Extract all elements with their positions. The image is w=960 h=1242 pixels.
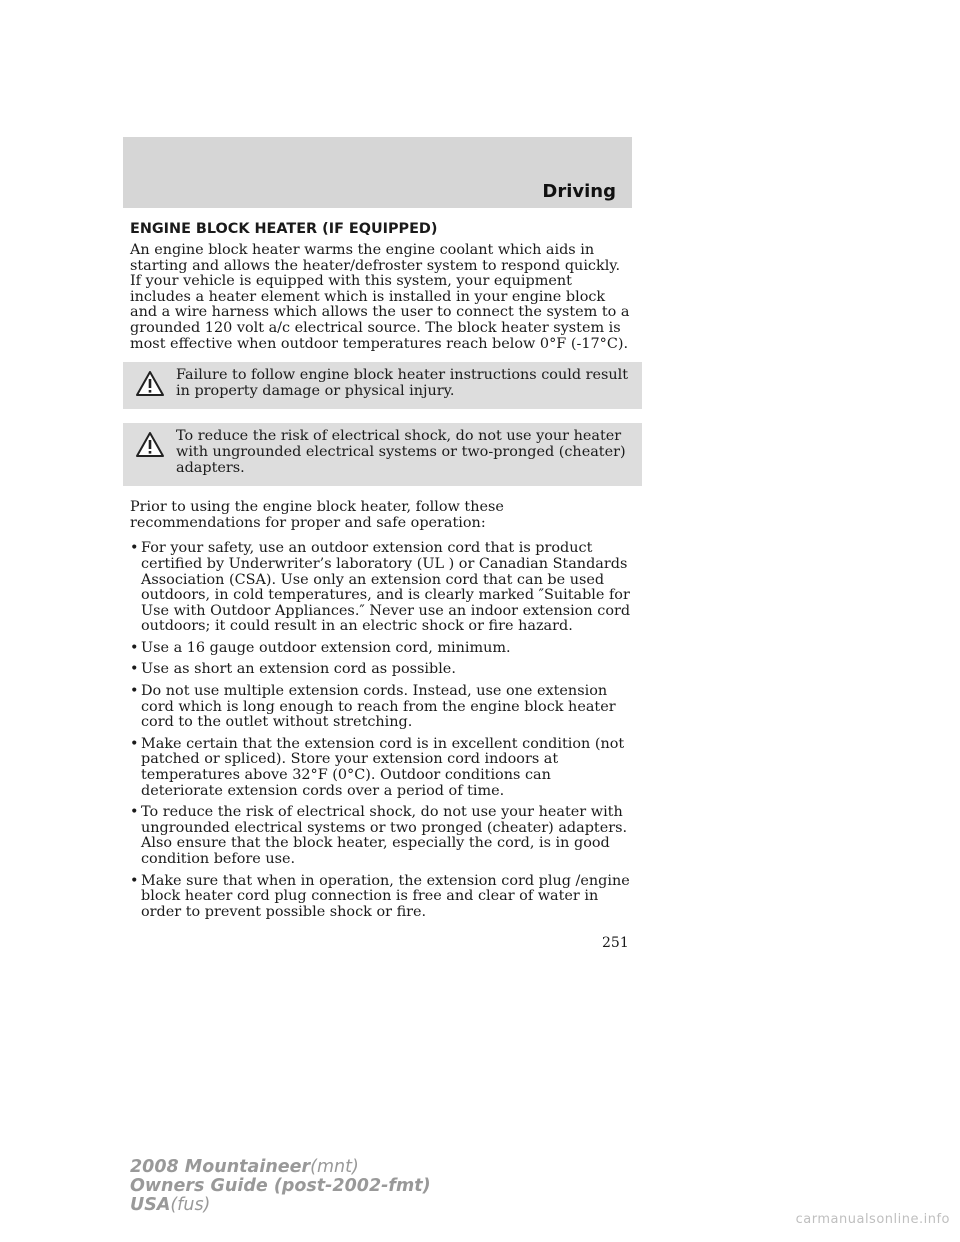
list-item-text: Use as short an extension cord as possible. [141,661,456,678]
list-item-text: Do not use multiple extension cords. Instead, use one extension cord which is long enough to reach from the engine block heater cord to the outlet without stretching. [141,683,616,731]
warning-box-1 [123,362,642,409]
bullet-dot: • [130,661,139,678]
bullet-dot: • [130,540,139,557]
page-heading: ENGINE BLOCK HEATER (IF EQUIPPED) [130,221,438,237]
document-footer [130,1158,431,1215]
section-title-driving: Driving [542,181,616,202]
bullet-dot: • [130,804,139,821]
recommendations-list [130,541,635,920]
footer-model-code: (mnt) [310,1157,359,1177]
list-item [130,641,635,657]
footer-market-code: (fus) [170,1195,211,1215]
footer-market: USA [130,1195,171,1215]
warning-text-2: To reduce the risk of electrical shock, do not use your heater with ungrounded electrical systems or two-pronged (cheater) adapters. [176,428,626,476]
warning-triangle-icon [135,431,165,458]
list-item [130,541,635,635]
list-item-text: For your safety, use an outdoor extension cord that is product certified by Underwriter’s laboratory (UL ) or Canadian Standards Association (CSA). Use only an extension cord that can be used outdoors, in cold temperatures, and is clearly marked ″Suitable for Use with Outdoor Appliances.″ Never use an indoor extension cord outdoors; it could result in an electric shock or fire hazard. [141,540,631,635]
intro-paragraph: An engine block heater warms the engine coolant which aids in starting and allows the heater/defroster system to respond quickly. If your vehicle is equipped with this system, your equipment includes a heater element which is installed in your engine block and a wire harness which allows the user to connect the system to a grounded 120 volt a/c electrical source. The block heater system is most effective when outdoor temperatures reach below 0°F (-17°C). [130,242,630,352]
list-item [130,874,635,921]
warning-triangle-icon [135,370,165,397]
list-item [130,662,635,678]
list-item [130,684,635,731]
list-item-text: Make certain that the extension cord is in excellent condition (not patched or spliced). Store your extension cord indoors at temperatures above 32°F (0°C). Outdoor conditions can deteriorate extension cords over a period of time. [141,735,625,799]
bullet-dot: • [130,683,139,700]
warning-box-2 [123,423,642,486]
footer-guide: Owners Guide (post-2002-fmt) [130,1176,431,1196]
list-item-text: Make sure that when in operation, the extension cord plug /engine block heater cord plug connection is free and clear of water in order to prevent possible shock or fire. [141,872,630,920]
bullet-dot: • [130,639,139,656]
watermark: carmanualsonline.info [795,1212,950,1227]
footer-model: 2008 Mountaineer [130,1157,311,1177]
list-item-text: To reduce the risk of electrical shock, do not use your heater with ungrounded electrical systems or two pronged (cheater) adapters. Also ensure that the block heater, especially the cord, is in good condition before use. [141,804,628,867]
list-item [130,737,635,799]
list-item-text: Use a 16 gauge outdoor extension cord, minimum. [141,639,511,656]
page-number: 251 [602,935,629,951]
section-header [123,137,632,208]
lead-paragraph: Prior to using the engine block heater, follow these recommendations for proper and safe operation: [130,499,504,531]
bullet-dot: • [130,735,139,752]
warning-text-1: Failure to follow engine block heater instructions could result in property damage or physical injury. [176,367,629,399]
list-item [130,805,635,867]
page-content [130,220,635,926]
bullet-dot: • [130,872,139,889]
